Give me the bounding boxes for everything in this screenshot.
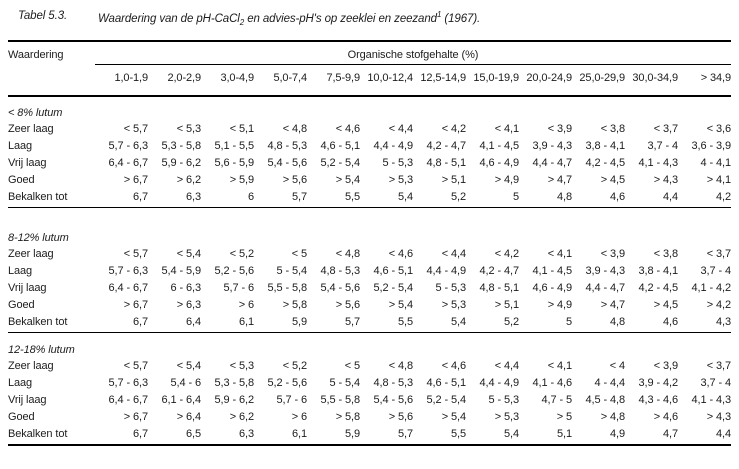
cell: 6 xyxy=(201,189,254,208)
table-row xyxy=(8,172,731,189)
section-name-row xyxy=(8,96,731,121)
cell: < 4,1 xyxy=(494,123,519,136)
cell: 4,2 - 4,7 xyxy=(479,265,519,278)
row-label: Laag xyxy=(8,140,33,153)
table-row xyxy=(8,189,731,208)
cell: < 4,4 xyxy=(494,360,519,373)
cell: > 4,3 xyxy=(653,174,678,187)
section-name: 8-12% lutum xyxy=(8,232,69,245)
row-label: Vrij laag xyxy=(8,157,47,170)
cell: 5,7 - 6,3 xyxy=(108,377,148,390)
cell: 5 - 5,3 xyxy=(382,157,413,170)
cell: 5,9 - 6,2 xyxy=(161,157,201,170)
cell: > 5,1 xyxy=(441,174,466,187)
cell: < 3,7 xyxy=(706,360,731,373)
cell: 5,3 - 5,8 xyxy=(214,377,254,390)
cell: < 5,7 xyxy=(123,360,148,373)
cell: 6,4 xyxy=(148,314,201,333)
cell: 5,4 - 5,6 xyxy=(373,394,413,407)
table-row xyxy=(8,246,731,263)
cell: < 3,8 xyxy=(600,123,625,136)
cell: 5,5 xyxy=(360,314,413,333)
corner-spacer xyxy=(8,65,95,97)
cell: 4,2 - 4,7 xyxy=(426,140,466,153)
section-name: < 8% lutum xyxy=(8,107,63,120)
row-label: Bekalken tot xyxy=(8,426,95,445)
cell: 5,9 xyxy=(254,314,307,333)
cell: 5,7 xyxy=(307,314,360,333)
caption-title-post: (1967). xyxy=(441,12,481,25)
row-label: Laag xyxy=(8,265,33,278)
cell: 6,5 xyxy=(148,426,201,445)
cell: 5,4 - 6 xyxy=(170,377,201,390)
column-header: 7,5-9,9 xyxy=(307,65,360,97)
cell: 6,4 - 6,7 xyxy=(108,394,148,407)
cell: < 4,4 xyxy=(441,248,466,261)
cell: 5,5 xyxy=(307,189,360,208)
cell: 5,7 - 6,3 xyxy=(108,265,148,278)
cell: 5,7 - 6,3 xyxy=(108,140,148,153)
cell: < 5,2 xyxy=(229,248,254,261)
table-section xyxy=(8,96,731,208)
cell: 4,2 xyxy=(678,189,731,208)
cell: 4,8 - 5,3 xyxy=(373,377,413,390)
table-row xyxy=(8,138,731,155)
cell: > 5,8 xyxy=(282,299,307,312)
cell: 3,7 - 4 xyxy=(700,377,731,390)
cell: 4,6 - 5,1 xyxy=(320,140,360,153)
cell: > 4,1 xyxy=(706,174,731,187)
section-name: 12-18% lutum xyxy=(8,344,75,357)
table-section xyxy=(8,333,731,446)
cell: < 3,7 xyxy=(706,248,731,261)
column-header: 30,0-34,9 xyxy=(625,65,678,97)
cell: > 5,3 xyxy=(494,411,519,424)
cell: 3,9 - 4,2 xyxy=(638,377,678,390)
cell: > 5,4 xyxy=(441,411,466,424)
row-label: Zeer laag xyxy=(8,248,54,261)
cell: 4,4 - 4,9 xyxy=(373,140,413,153)
cell: > 5 xyxy=(556,411,572,424)
cell: 4,4 xyxy=(678,426,731,445)
table-row xyxy=(8,426,731,445)
cell: 4,4 - 4,9 xyxy=(426,265,466,278)
cell: 4,1 - 4,2 xyxy=(691,282,731,295)
cell: < 5,7 xyxy=(123,123,148,136)
cell: 4,1 - 4,5 xyxy=(479,140,519,153)
cell: > 5,6 xyxy=(388,411,413,424)
cell: 4,8 - 5,3 xyxy=(267,140,307,153)
cell: < 3,9 xyxy=(600,248,625,261)
cell: > 4,5 xyxy=(600,174,625,187)
table-row xyxy=(8,358,731,375)
cell: < 4,8 xyxy=(335,248,360,261)
cell: < 4 xyxy=(609,360,625,373)
cell: 4,8 - 5,1 xyxy=(479,282,519,295)
cell: 4,1 - 4,3 xyxy=(691,394,731,407)
table-row xyxy=(8,409,731,426)
cell: 5,1 xyxy=(519,426,572,445)
cell: 5 - 5,3 xyxy=(488,394,519,407)
section-name-row xyxy=(8,208,731,247)
cell: 4,8 - 5,3 xyxy=(320,265,360,278)
cell: 4 - 4,4 xyxy=(594,377,625,390)
cell: 4,8 - 5,1 xyxy=(426,157,466,170)
cell: > 6 xyxy=(238,299,254,312)
cell: < 5,3 xyxy=(176,123,201,136)
table-row xyxy=(8,375,731,392)
table-row xyxy=(8,392,731,409)
cell: > 6,7 xyxy=(123,174,148,187)
cell: 6,1 xyxy=(201,314,254,333)
row-label: Laag xyxy=(8,377,33,390)
cell: 6,4 - 6,7 xyxy=(108,157,148,170)
cell: 6,1 xyxy=(254,426,307,445)
cell: 4,6 - 5,1 xyxy=(373,265,413,278)
cell: 4,9 xyxy=(572,426,625,445)
cell: 6,3 xyxy=(148,189,201,208)
cell: 5,4 - 5,6 xyxy=(267,157,307,170)
column-header: 12,5-14,9 xyxy=(413,65,466,97)
cell: 5 - 5,3 xyxy=(435,282,466,295)
cell: 5,7 - 6 xyxy=(276,394,307,407)
table-row xyxy=(8,263,731,280)
column-header: 1,0-1,9 xyxy=(95,65,148,97)
cell: < 4,4 xyxy=(388,123,413,136)
cell: 4,7 - 5 xyxy=(541,394,572,407)
column-header: 15,0-19,9 xyxy=(466,65,519,97)
row-label: Zeer laag xyxy=(8,123,54,136)
row-label: Vrij laag xyxy=(8,394,47,407)
table-head xyxy=(8,41,731,96)
cell: 5,4 - 5,9 xyxy=(161,265,201,278)
cell: 5 xyxy=(519,314,572,333)
cell: < 4,1 xyxy=(547,248,572,261)
cell: > 4,2 xyxy=(706,299,731,312)
cell: 3,7 - 4 xyxy=(647,140,678,153)
cell: 5,2 - 5,4 xyxy=(373,282,413,295)
cell: 3,9 - 4,3 xyxy=(585,265,625,278)
cell: < 4,2 xyxy=(494,248,519,261)
cell: 5,2 - 5,4 xyxy=(320,157,360,170)
cell: 4,1 - 4,6 xyxy=(532,377,572,390)
cell: > 5,3 xyxy=(441,299,466,312)
cell: > 5,4 xyxy=(388,299,413,312)
cell: 4,6 - 5,1 xyxy=(426,377,466,390)
cell: 4 - 4,1 xyxy=(700,157,731,170)
table-row xyxy=(8,121,731,138)
cell: < 5,4 xyxy=(176,248,201,261)
cell: 5,5 xyxy=(413,426,466,445)
row-label: Goed xyxy=(8,411,35,424)
cell: < 4,2 xyxy=(441,123,466,136)
row-label: Goed xyxy=(8,299,35,312)
cell: 3,8 - 4,1 xyxy=(585,140,625,153)
cell: 5 - 5,4 xyxy=(276,265,307,278)
cell: 5,2 xyxy=(413,189,466,208)
group-header-organische-stofgehalte: Organische stofgehalte (%) xyxy=(95,41,731,65)
cell: 5,9 xyxy=(307,426,360,445)
column-header: 20,0-24,9 xyxy=(519,65,572,97)
cell: < 5 xyxy=(291,248,307,261)
cell: 5,4 xyxy=(413,314,466,333)
cell: 4,6 - 4,9 xyxy=(479,157,519,170)
corner-header-waardering: Waardering xyxy=(8,49,64,62)
cell: 4,5 - 4,8 xyxy=(585,394,625,407)
cell: > 5,6 xyxy=(335,299,360,312)
header-row-group xyxy=(8,41,731,65)
cell: 4,4 xyxy=(625,189,678,208)
cell: 6 - 6,3 xyxy=(170,282,201,295)
cell: < 4,6 xyxy=(441,360,466,373)
cell: > 4,7 xyxy=(600,299,625,312)
row-label: Vrij laag xyxy=(8,282,47,295)
cell: 6,3 xyxy=(201,426,254,445)
cell: < 5,4 xyxy=(176,360,201,373)
cell: 4,4 - 4,7 xyxy=(532,157,572,170)
cell: > 5,3 xyxy=(388,174,413,187)
cell: 5 - 5,4 xyxy=(329,377,360,390)
cell: 5,5 - 5,8 xyxy=(267,282,307,295)
cell: < 5,1 xyxy=(229,123,254,136)
cell: 4,2 - 4,5 xyxy=(585,157,625,170)
cell: 4,6 xyxy=(572,189,625,208)
column-header: > 34,9 xyxy=(678,65,731,97)
row-label: Bekalken tot xyxy=(8,314,95,333)
cell: > 4,8 xyxy=(600,411,625,424)
cell: 5,2 xyxy=(466,314,519,333)
cell: < 4,6 xyxy=(335,123,360,136)
cell: 5,9 - 6,2 xyxy=(214,394,254,407)
cell: > 4,9 xyxy=(547,299,572,312)
cell: 5,2 - 5,6 xyxy=(267,377,307,390)
cell: < 3,9 xyxy=(547,123,572,136)
cell: 4,8 xyxy=(519,189,572,208)
cell: > 5,8 xyxy=(335,411,360,424)
cell: 4,4 - 4,9 xyxy=(479,377,519,390)
cell: 4,3 xyxy=(678,314,731,333)
cell: 4,1 - 4,5 xyxy=(532,265,572,278)
cell: 6,4 - 6,7 xyxy=(108,282,148,295)
row-label: Bekalken tot xyxy=(8,189,95,208)
column-header: 3,0-4,9 xyxy=(201,65,254,97)
cell: 5,2 - 5,6 xyxy=(214,265,254,278)
cell: > 6,7 xyxy=(123,411,148,424)
column-header: 10,0-12,4 xyxy=(360,65,413,97)
cell: < 5 xyxy=(344,360,360,373)
caption-title-mid: en advies-pH's op zeeklei en zeezand xyxy=(244,12,437,25)
cell: > 4,3 xyxy=(706,411,731,424)
cell: > 5,4 xyxy=(335,174,360,187)
caption-subscript-2: 2 xyxy=(239,18,245,28)
cell: < 5,2 xyxy=(282,360,307,373)
cell: 5,2 - 5,4 xyxy=(426,394,466,407)
cell: > 5,9 xyxy=(229,174,254,187)
cell: < 5,3 xyxy=(229,360,254,373)
table-row xyxy=(8,314,731,333)
column-header: 25,0-29,9 xyxy=(572,65,625,97)
cell: 4,6 - 4,9 xyxy=(532,282,572,295)
cell: < 4,8 xyxy=(388,360,413,373)
cell: < 3,8 xyxy=(653,248,678,261)
table-caption-label: Tabel 5.3. xyxy=(18,10,68,22)
header-row-columns xyxy=(8,65,731,97)
table-row xyxy=(8,155,731,172)
section-name-row xyxy=(8,333,731,359)
cell: 5,6 - 5,9 xyxy=(214,157,254,170)
column-header: 2,0-2,9 xyxy=(148,65,201,97)
cell: > 6 xyxy=(291,411,307,424)
cell: 5,7 xyxy=(360,426,413,445)
cell: 4,6 xyxy=(625,314,678,333)
cell: < 4,6 xyxy=(388,248,413,261)
cell: 5,7 - 6 xyxy=(223,282,254,295)
cell: > 4,5 xyxy=(653,299,678,312)
cell: > 5,1 xyxy=(494,299,519,312)
cell: < 3,9 xyxy=(653,360,678,373)
cell: 5,5 - 5,8 xyxy=(320,394,360,407)
cell: > 6,4 xyxy=(176,411,201,424)
table-row xyxy=(8,297,731,314)
cell: 5,7 xyxy=(254,189,307,208)
cell: 5,4 - 5,6 xyxy=(320,282,360,295)
cell: < 3,6 xyxy=(706,123,731,136)
cell: < 3,7 xyxy=(653,123,678,136)
cell: 4,7 xyxy=(625,426,678,445)
row-label: Goed xyxy=(8,174,35,187)
cell: 3,8 - 4,1 xyxy=(638,265,678,278)
table-section xyxy=(8,208,731,333)
cell: 3,6 - 3,9 xyxy=(691,140,731,153)
cell: > 6,3 xyxy=(176,299,201,312)
cell: > 6,2 xyxy=(229,411,254,424)
cell: 6,7 xyxy=(95,314,148,333)
cell: < 4,8 xyxy=(282,123,307,136)
cell: > 6,2 xyxy=(176,174,201,187)
caption-footnote-mark: 1 xyxy=(436,10,442,19)
table-caption xyxy=(18,10,731,27)
cell: 4,4 - 4,7 xyxy=(585,282,625,295)
cell: 3,7 - 4 xyxy=(700,265,731,278)
cell: 4,3 - 4,6 xyxy=(638,394,678,407)
cell: > 6,7 xyxy=(123,299,148,312)
cell: 3,9 - 4,3 xyxy=(532,140,572,153)
cell: 4,2 - 4,5 xyxy=(638,282,678,295)
cell: > 4,9 xyxy=(494,174,519,187)
cell: 6,7 xyxy=(95,189,148,208)
cell: 5,3 - 5,8 xyxy=(161,140,201,153)
cell: 4,1 - 4,3 xyxy=(638,157,678,170)
cell: < 5,7 xyxy=(123,248,148,261)
cell: 5,4 xyxy=(360,189,413,208)
table-caption-title xyxy=(98,10,480,27)
cell: > 4,6 xyxy=(653,411,678,424)
cell: > 5,6 xyxy=(282,174,307,187)
cell: 5,4 xyxy=(466,426,519,445)
cell: 4,8 xyxy=(572,314,625,333)
cell: 5 xyxy=(466,189,519,208)
cell: > 4,7 xyxy=(547,174,572,187)
cell: 6,1 - 6,4 xyxy=(161,394,201,407)
cell: < 4,1 xyxy=(547,360,572,373)
cell: 5,1 - 5,5 xyxy=(214,140,254,153)
table-row xyxy=(8,280,731,297)
ph-waardering-table xyxy=(8,40,731,446)
caption-title-pre: Waardering van de pH-CaCl xyxy=(98,12,240,25)
cell: 6,7 xyxy=(95,426,148,445)
column-header: 5,0-7,4 xyxy=(254,65,307,97)
row-label: Zeer laag xyxy=(8,360,54,373)
